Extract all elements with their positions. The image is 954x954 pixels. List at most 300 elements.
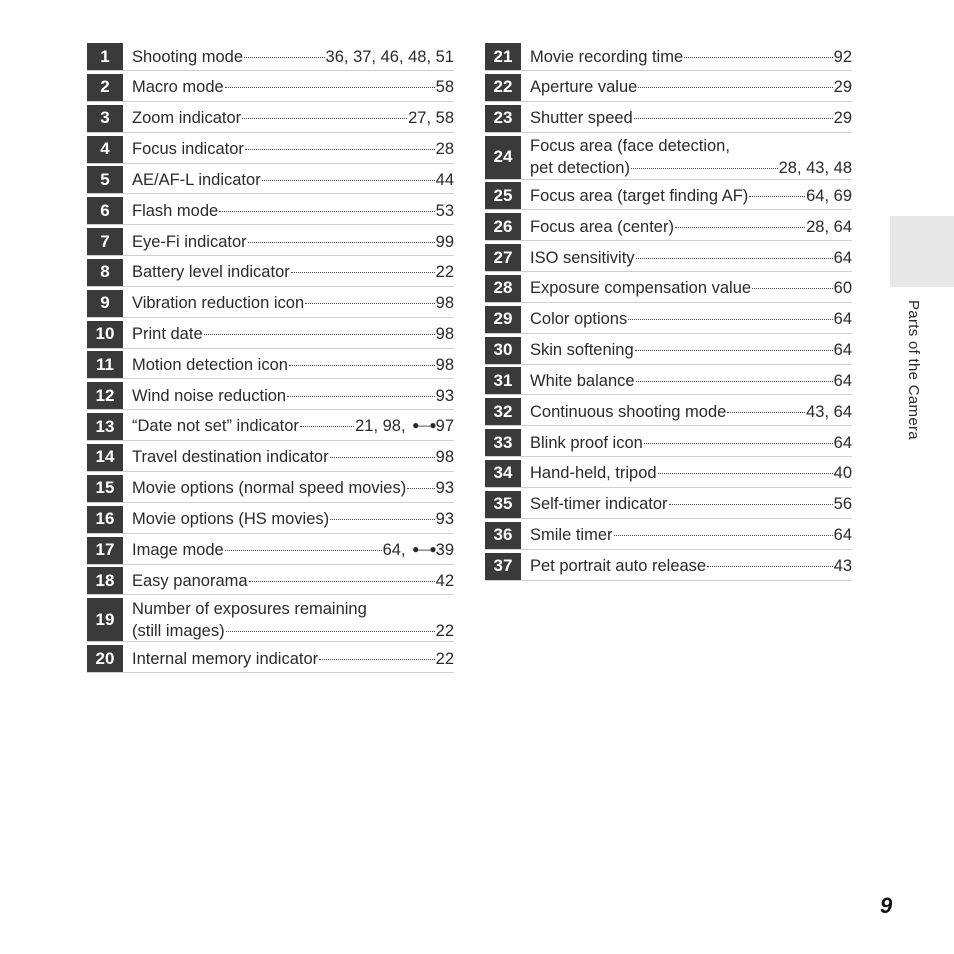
index-entry (132, 169, 454, 191)
item-number: 35 (485, 491, 521, 518)
index-entry (132, 446, 454, 468)
item-number: 28 (485, 275, 521, 302)
index-row (485, 275, 852, 303)
page-reference (436, 477, 454, 499)
page-numbers: 40 (833, 464, 852, 483)
page-reference (408, 107, 454, 129)
item-number: 23 (485, 105, 521, 132)
index-row (87, 43, 454, 71)
dot-leader (634, 118, 833, 119)
item-number: 33 (485, 429, 521, 456)
entry-line (132, 354, 454, 376)
index-entry (132, 354, 454, 376)
index-entry (530, 277, 852, 299)
entry-line (530, 493, 852, 515)
page-numbers: 21, 98, (355, 417, 411, 436)
entry-label: Zoom indicator (132, 109, 242, 128)
index-row (485, 244, 852, 272)
item-number: 26 (485, 213, 521, 240)
index-row (87, 290, 454, 318)
index-entry (530, 555, 852, 577)
dot-leader (631, 168, 778, 169)
page-number: 9 (880, 893, 893, 918)
index-entry (530, 493, 852, 515)
entry-label: Focus area (target finding AF) (530, 186, 749, 205)
item-number: 12 (87, 382, 123, 409)
dot-leader (219, 211, 434, 212)
index-entry (530, 185, 852, 207)
page-numbers: 42 (435, 571, 454, 590)
entry-label: Macro mode (132, 78, 224, 97)
index-entry (530, 308, 852, 330)
page-reference (436, 138, 454, 160)
page-numbers: 28 (435, 140, 454, 159)
dot-leader (669, 504, 833, 505)
index-row (485, 522, 852, 550)
index-entry (132, 231, 454, 253)
index-row (485, 491, 852, 519)
page-reference (834, 247, 852, 269)
index-entry (530, 135, 852, 179)
dot-leader (287, 396, 435, 397)
item-number: 1 (87, 43, 123, 70)
item-number: 7 (87, 228, 123, 255)
dot-leader (330, 519, 434, 520)
index-entry (530, 462, 852, 484)
page-reference (436, 385, 454, 407)
page-reference (806, 216, 852, 238)
dot-leader (684, 57, 833, 58)
dot-leader (614, 535, 833, 536)
page-numbers: 64 (833, 371, 852, 390)
item-number: 30 (485, 337, 521, 364)
dot-leader (242, 118, 407, 119)
index-entry (132, 107, 454, 129)
index-row (485, 367, 852, 395)
index-row (485, 429, 852, 457)
reference-icon: ●—● (412, 541, 436, 556)
dot-leader (752, 288, 833, 289)
index-row (87, 567, 454, 595)
entry-line (530, 216, 852, 238)
index-row (485, 182, 852, 210)
dot-leader (636, 258, 833, 259)
index-row (87, 537, 454, 565)
page-reference (355, 415, 454, 438)
entry-label: Wind noise reduction (132, 386, 287, 405)
dot-leader (727, 412, 805, 413)
page-reference (806, 185, 852, 207)
index-entry (132, 292, 454, 314)
dot-leader (658, 473, 833, 474)
entry-line (530, 107, 852, 129)
entry-line (530, 247, 852, 269)
page-numbers: 29 (833, 78, 852, 97)
dot-leader (291, 272, 435, 273)
page-numbers: 28, 64 (806, 217, 852, 236)
index-row (87, 105, 454, 133)
dot-leader (675, 227, 805, 228)
entry-line (530, 277, 852, 299)
page-reference (436, 570, 454, 592)
dot-leader (330, 457, 435, 458)
page-reference (834, 46, 852, 68)
entry-line (530, 555, 852, 577)
page-numbers: 64 (833, 341, 852, 360)
page-reference (806, 401, 852, 423)
dot-leader (707, 566, 833, 567)
page-numbers: 22 (435, 621, 454, 640)
index-row (87, 228, 454, 256)
left-column (87, 43, 454, 676)
index-entry (530, 432, 852, 454)
entry-label: Focus indicator (132, 140, 244, 159)
dot-leader (289, 365, 435, 366)
page-numbers: 58 (435, 78, 454, 97)
index-row (485, 398, 852, 426)
item-number: 32 (485, 398, 521, 425)
entry-label: Hand-held, tripod (530, 464, 657, 483)
index-row (87, 351, 454, 379)
page-numbers: 93 (435, 510, 454, 529)
item-number: 8 (87, 259, 123, 286)
item-number: 36 (485, 522, 521, 549)
dot-leader (225, 550, 382, 551)
dot-leader (407, 488, 434, 489)
dot-leader (635, 350, 833, 351)
entry-line (530, 76, 852, 98)
page-reference (834, 76, 852, 98)
entry-label: Easy panorama (132, 571, 248, 590)
index-row (485, 105, 852, 133)
entry-line (132, 477, 454, 499)
index-row (485, 213, 852, 241)
index-row (87, 321, 454, 349)
dot-leader (244, 57, 325, 58)
entry-line (132, 385, 454, 407)
entry-line (132, 169, 454, 191)
page-reference (834, 370, 852, 392)
entry-label: Color options (530, 310, 628, 329)
item-number: 34 (485, 460, 521, 487)
page-numbers: 22 (435, 649, 454, 668)
page-numbers: 27, 58 (408, 109, 454, 128)
page-numbers: 60 (833, 279, 852, 298)
dot-leader (225, 87, 435, 88)
entry-label: Movie options (HS movies) (132, 510, 330, 529)
page-reference (436, 231, 454, 253)
page-reference (834, 524, 852, 546)
page-numbers: 64, (382, 540, 411, 559)
index-row (87, 382, 454, 410)
index-entry (530, 107, 852, 129)
index-entry (132, 648, 454, 670)
entry-label: Pet portrait auto release (530, 557, 707, 575)
index-entry (530, 401, 852, 423)
entry-line (132, 46, 454, 68)
entry-line (132, 323, 454, 345)
page-numbers: 98 (435, 448, 454, 467)
entry-label: (still images) (132, 621, 225, 640)
index-entry (530, 524, 852, 546)
item-number: 24 (485, 136, 521, 179)
index-entry (132, 570, 454, 592)
page-reference (436, 508, 454, 530)
entry-label: pet detection) (530, 159, 630, 178)
page-reference (834, 107, 852, 129)
entry-label-line1: Focus area (face detection, (530, 137, 730, 156)
entry-line (530, 185, 852, 207)
page-reference (436, 200, 454, 222)
page-numbers: 64 (833, 526, 852, 545)
reference-page: 97 (435, 417, 454, 436)
page-reference (834, 277, 852, 299)
item-number: 16 (87, 506, 123, 533)
entry-line (132, 620, 454, 642)
index-row (485, 337, 852, 365)
entry-label: Skin softening (530, 341, 634, 360)
entry-line (530, 46, 852, 68)
page-numbers: 22 (435, 263, 454, 282)
page-reference (436, 648, 454, 670)
item-number: 27 (485, 244, 521, 271)
index-entry (132, 477, 454, 499)
index-row (485, 460, 852, 488)
entry-line (530, 432, 852, 454)
entry-label: Image mode (132, 540, 224, 559)
page-reference (436, 323, 454, 345)
entry-line (132, 292, 454, 314)
entry-line (132, 570, 454, 592)
index-entry (132, 598, 454, 642)
index-entry (132, 76, 454, 98)
page-reference (834, 493, 852, 515)
entry-label: Print date (132, 325, 203, 344)
page-numbers: 64, 69 (806, 186, 852, 205)
dot-leader (262, 180, 435, 181)
entry-label: Motion detection icon (132, 355, 288, 374)
index-entry (530, 76, 852, 98)
entry-label: Continuous shooting mode (530, 402, 727, 421)
index-entry (132, 539, 454, 562)
index-row (87, 166, 454, 194)
index-row (87, 506, 454, 534)
entry-line (530, 308, 852, 330)
page-reference (383, 539, 454, 562)
entry-label: Blink proof icon (530, 433, 643, 452)
page-numbers: 29 (833, 109, 852, 128)
entry-label: Vibration reduction icon (132, 294, 305, 313)
page-numbers: 64 (833, 248, 852, 267)
index-row (87, 74, 454, 102)
entry-label: Battery level indicator (132, 263, 290, 282)
index-entry (530, 247, 852, 269)
index-entry (132, 200, 454, 222)
item-number: 6 (87, 197, 123, 224)
item-number: 13 (87, 413, 123, 440)
entry-line (530, 462, 852, 484)
page-reference (834, 462, 852, 484)
page-reference (436, 292, 454, 314)
dot-leader (245, 149, 435, 150)
page-numbers: 44 (435, 170, 454, 189)
entry-line (530, 370, 852, 392)
page-reference (436, 169, 454, 191)
entry-line (132, 200, 454, 222)
item-number: 4 (87, 136, 123, 163)
index-row (87, 645, 454, 673)
page-numbers: 98 (435, 294, 454, 313)
index-row (485, 553, 852, 581)
entry-label: Aperture value (530, 78, 638, 97)
entry-label: Shutter speed (530, 109, 633, 128)
page-reference (436, 354, 454, 376)
item-number: 11 (87, 351, 123, 378)
dot-leader (204, 334, 435, 335)
page-numbers: 43, 64 (806, 402, 852, 421)
page-numbers: 56 (833, 495, 852, 514)
index-entry (132, 385, 454, 407)
item-number: 25 (485, 182, 521, 209)
entry-line (530, 157, 852, 179)
dot-leader (644, 443, 833, 444)
dot-leader (319, 659, 434, 660)
index-entry (132, 415, 454, 438)
page-reference (326, 46, 454, 68)
side-tab-label: Parts of the Camera (905, 300, 922, 440)
reference-page: 39 (435, 540, 454, 559)
entry-label: Flash mode (132, 201, 219, 220)
page-reference (436, 446, 454, 468)
dot-leader (638, 87, 832, 88)
item-number: 37 (485, 553, 521, 580)
entry-line (132, 508, 454, 530)
reference-icon: ●—● (412, 418, 436, 433)
index-entry (132, 323, 454, 345)
item-number: 29 (485, 306, 521, 333)
page-reference (779, 157, 852, 179)
page-reference (834, 308, 852, 330)
entry-line (132, 446, 454, 468)
page-numbers: 92 (833, 47, 852, 66)
index-row (485, 43, 852, 71)
page-reference (436, 76, 454, 98)
index-row (87, 475, 454, 503)
page-numbers: 93 (435, 479, 454, 498)
entry-line (530, 524, 852, 546)
entry-line (530, 339, 852, 361)
index-entry (530, 339, 852, 361)
side-tab (890, 216, 954, 287)
item-number: 10 (87, 321, 123, 348)
entry-label: Exposure compensation value (530, 279, 752, 298)
entry-line (132, 261, 454, 283)
page-reference (436, 620, 454, 642)
page-numbers: 36, 37, 46, 48, 51 (325, 47, 454, 66)
page-numbers: 53 (435, 201, 454, 220)
dot-leader (300, 426, 354, 427)
entry-label: Movie recording time (530, 47, 684, 66)
dot-leader (636, 381, 833, 382)
index-row (485, 306, 852, 334)
index-entry (530, 370, 852, 392)
page-numbers: 98 (435, 355, 454, 374)
item-number: 9 (87, 290, 123, 317)
entry-label: Self-timer indicator (530, 495, 668, 514)
page-numbers: 64 (833, 310, 852, 329)
page-numbers: 28, 43, 48 (778, 159, 852, 178)
entry-line (132, 231, 454, 253)
index-entry (132, 138, 454, 160)
entry-label: Internal memory indicator (132, 649, 319, 668)
entry-line (132, 76, 454, 98)
entry-label: “Date not set” indicator (132, 417, 299, 436)
index-row (87, 413, 454, 441)
page-numbers: 98 (435, 325, 454, 344)
page-numbers: 64 (833, 433, 852, 452)
index-entry (132, 46, 454, 68)
item-number: 5 (87, 166, 123, 193)
entry-label: ISO sensitivity (530, 248, 635, 267)
dot-leader (249, 581, 435, 582)
item-number: 31 (485, 367, 521, 394)
entry-line (132, 539, 454, 562)
index-row (87, 259, 454, 287)
dot-leader (226, 631, 435, 632)
item-number: 15 (87, 475, 123, 502)
page-reference (834, 555, 852, 577)
item-number: 14 (87, 444, 123, 471)
item-number: 20 (87, 645, 123, 672)
index-row (87, 197, 454, 225)
page-numbers: 93 (435, 386, 454, 405)
page-numbers: 99 (435, 232, 454, 251)
page-numbers: 43 (833, 557, 852, 575)
right-column (485, 43, 852, 583)
index-row (485, 74, 852, 102)
item-number: 18 (87, 567, 123, 594)
page-reference (834, 339, 852, 361)
dot-leader (749, 196, 805, 197)
index-row (87, 598, 454, 642)
entry-label: AE/AF-L indicator (132, 170, 261, 189)
dot-leader (248, 242, 435, 243)
item-number: 21 (485, 43, 521, 70)
entry-line (132, 138, 454, 160)
entry-label: Travel destination indicator (132, 448, 329, 467)
dot-leader (628, 319, 832, 320)
item-number: 2 (87, 74, 123, 101)
index-row (485, 136, 852, 180)
index-row (87, 136, 454, 164)
entry-line (132, 648, 454, 670)
index-row (87, 444, 454, 472)
item-number: 19 (87, 598, 123, 641)
entry-line (530, 401, 852, 423)
entry-line (132, 107, 454, 129)
item-number: 3 (87, 105, 123, 132)
index-entry (132, 261, 454, 283)
entry-line (132, 415, 454, 438)
entry-label-line1: Number of exposures remaining (132, 599, 367, 618)
entry-label: Focus area (center) (530, 217, 674, 236)
page-reference (436, 261, 454, 283)
page-reference (834, 432, 852, 454)
entry-label: Shooting mode (132, 47, 243, 66)
index-entry (530, 216, 852, 238)
index-entry (530, 46, 852, 68)
dot-leader (305, 303, 435, 304)
